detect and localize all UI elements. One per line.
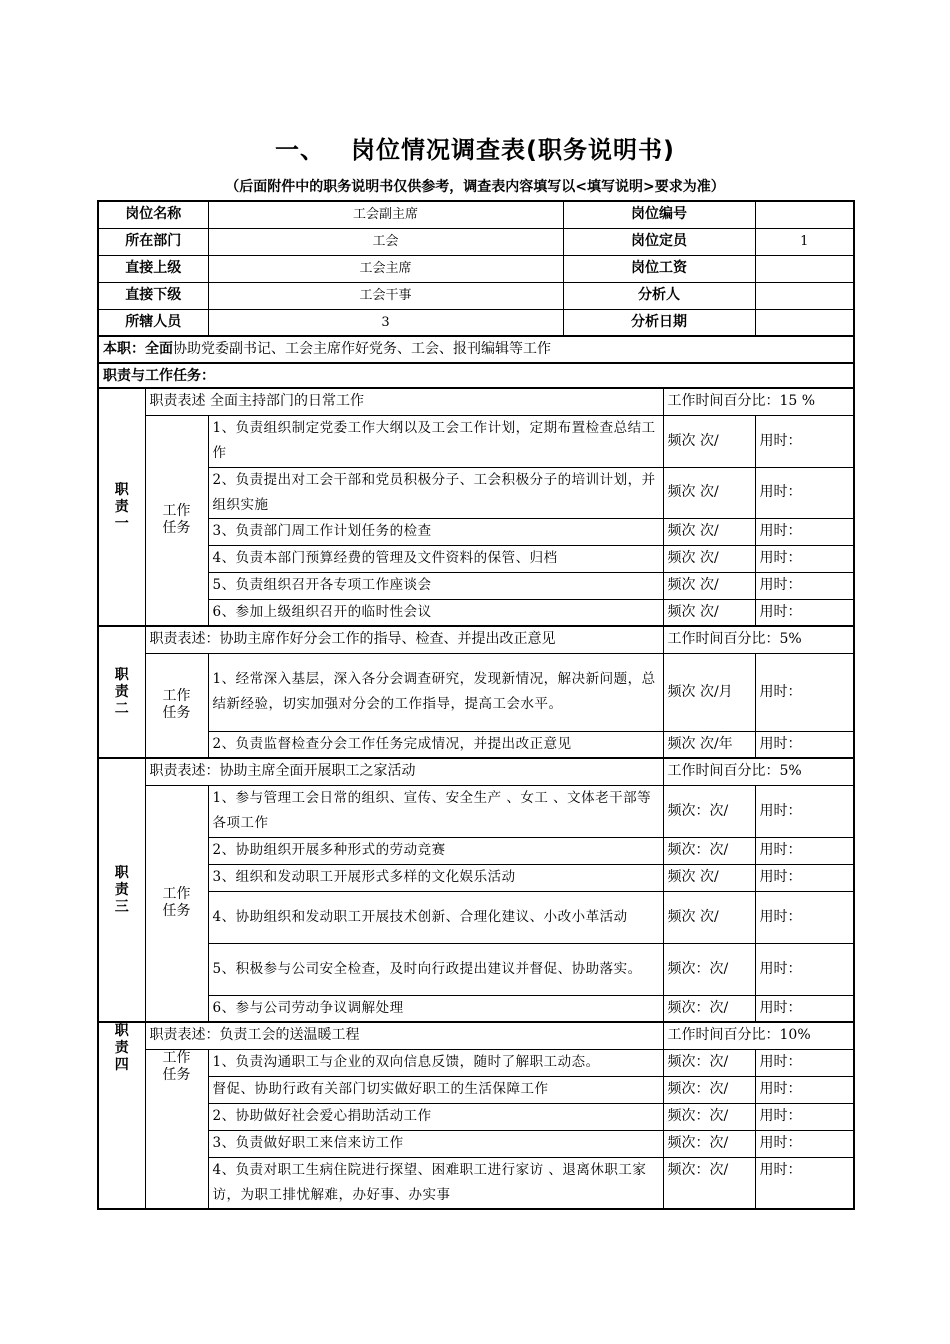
- task-row: [98, 653, 854, 731]
- duty-time-percent: 工作时间百分比：15 %: [663, 388, 854, 415]
- task-frequency: 频次：次/: [663, 785, 755, 837]
- task-frequency: 频次 次/: [663, 415, 755, 467]
- task-row: [98, 943, 854, 995]
- duty-time-percent: 工作时间百分比：5%: [663, 758, 854, 785]
- task-text: 1、负责沟通职工与企业的双向信息反馈，随时了解职工动态。: [208, 1049, 663, 1076]
- duty-name-char: 三: [114, 898, 129, 915]
- task-row: [98, 891, 854, 943]
- task-time-used: 用时：: [755, 995, 854, 1022]
- info-label: 直接上级: [98, 255, 208, 282]
- task-time-used: 用时：: [755, 415, 854, 467]
- duty-time-percent: 工作时间百分比：10%: [663, 1022, 854, 1049]
- duty-name-char: 责: [114, 1040, 129, 1056]
- duty-description: 职责表述 全面主持部门的日常工作: [145, 388, 663, 415]
- task-label-line: 任务: [162, 705, 191, 722]
- duty-desc-row: [98, 1022, 854, 1049]
- task-text: 3、组织和发动职工开展形式多样的文化娱乐活动: [208, 864, 663, 891]
- task-time-used: 用时：: [755, 837, 854, 864]
- task-time-used: 用时：: [755, 572, 854, 599]
- duty-desc-row: [98, 388, 854, 415]
- task-time-used: 用时：: [755, 785, 854, 837]
- task-row: [98, 415, 854, 467]
- task-time-used: 用时：: [755, 943, 854, 995]
- task-time-used: 用时：: [755, 1157, 854, 1209]
- duty-description: 职责表述：协助主席全面开展职工之家活动: [145, 758, 663, 785]
- table-body: [98, 201, 854, 1209]
- task-label-line: 工作: [162, 1049, 191, 1066]
- duty-name: [98, 1022, 145, 1209]
- duty-name-char: 责: [114, 683, 129, 700]
- duty-name-char: 一: [114, 515, 129, 532]
- task-text: 4、负责本部门预算经费的管理及文件资料的保管、归档: [208, 545, 663, 572]
- task-time-used: 用时：: [755, 518, 854, 545]
- task-time-used: 用时：: [755, 599, 854, 626]
- task-time-used: 用时：: [755, 1049, 854, 1076]
- info-value: 3: [208, 309, 563, 336]
- info-label: 所在部门: [98, 228, 208, 255]
- task-frequency: 频次 次/: [663, 545, 755, 572]
- task-time-used: 用时：: [755, 731, 854, 758]
- duty-desc-row: [98, 758, 854, 785]
- task-row: [98, 467, 854, 518]
- task-text: 4、协助组织和发动职工开展技术创新、合理化建议、小改小革活动: [208, 891, 663, 943]
- section-row: [98, 363, 854, 388]
- task-label-line: 工作: [162, 688, 191, 705]
- task-frequency: 频次：次/: [663, 1049, 755, 1076]
- task-label: [145, 785, 208, 1022]
- info-row: [98, 228, 854, 255]
- benzhi-label: 本职：全面: [103, 341, 173, 357]
- task-frequency: 频次：次/: [663, 1076, 755, 1103]
- task-label: [145, 415, 208, 626]
- task-label: [145, 1049, 208, 1209]
- task-frequency: 频次：次/: [663, 1103, 755, 1130]
- info-row: [98, 309, 854, 336]
- task-text: 2、负责提出对工会干部和党员积极分子、工会积极分子的培训计划，并组织实施: [208, 467, 663, 518]
- info-row: [98, 255, 854, 282]
- task-frequency: 频次：次/: [663, 943, 755, 995]
- task-text: 1、负责组织制定党委工作大纲以及工会工作计划，定期布置检查总结工作: [208, 415, 663, 467]
- info-value: 1: [755, 228, 854, 255]
- task-frequency: 频次：次/: [663, 1157, 755, 1209]
- info-value: [755, 282, 854, 309]
- job-survey-table: [97, 200, 855, 1210]
- task-row: [98, 545, 854, 572]
- task-time-used: 用时：: [755, 891, 854, 943]
- task-row: [98, 572, 854, 599]
- duty-name-char: 责: [114, 881, 129, 898]
- task-row: [98, 1076, 854, 1103]
- duty-description: 职责表述：负责工会的送温暖工程: [145, 1022, 663, 1049]
- page-title: [0, 130, 950, 165]
- task-frequency: 频次 次/: [663, 864, 755, 891]
- task-label: [145, 653, 208, 758]
- page-subtitle: （后面附件中的职务说明书仅供参考，调查表内容填写以<填写说明>要求为准）: [225, 179, 725, 195]
- task-row: [98, 518, 854, 545]
- task-time-used: 用时：: [755, 864, 854, 891]
- duty-desc-row: [98, 626, 854, 653]
- task-text: 6、参与公司劳动争议调解处理: [208, 995, 663, 1022]
- task-text: 3、负责做好职工来信来访工作: [208, 1130, 663, 1157]
- task-row: [98, 731, 854, 758]
- duty-name-char: 职: [114, 864, 129, 881]
- task-time-used: 用时：: [755, 545, 854, 572]
- title-text: 岗位情况调查表(职务说明书): [351, 136, 675, 164]
- task-label-line: 任务: [162, 1066, 191, 1083]
- task-frequency: 频次：次/: [663, 1130, 755, 1157]
- task-label-line: 工作: [162, 503, 191, 520]
- info-label: 所辖人员: [98, 309, 208, 336]
- benzhi-text: 协助党委副书记、工会主席作好党务、工会、报刊编辑等工作: [173, 341, 551, 357]
- task-row: [98, 599, 854, 626]
- info-label: 直接下级: [98, 282, 208, 309]
- task-time-used: 用时：: [755, 1076, 854, 1103]
- info-row: [98, 282, 854, 309]
- info-value: [755, 201, 854, 228]
- task-text: 2、协助做好社会爱心捐助活动工作: [208, 1103, 663, 1130]
- duty-name-char: 四: [114, 1057, 129, 1073]
- task-label-line: 工作: [162, 886, 191, 903]
- task-time-used: 用时：: [755, 1103, 854, 1130]
- task-row: [98, 1049, 854, 1076]
- task-frequency: 频次 次/: [663, 599, 755, 626]
- duty-name-char: 责: [114, 498, 129, 515]
- task-label-line: 任务: [162, 903, 191, 920]
- info-label: 岗位定员: [563, 228, 755, 255]
- task-text: 3、负责部门周工作计划任务的检查: [208, 518, 663, 545]
- task-text: 2、负责监督检查分会工作任务完成情况，并提出改正意见: [208, 731, 663, 758]
- task-row: [98, 785, 854, 837]
- task-text: 督促、协助行政有关部门切实做好职工的生活保障工作: [208, 1076, 663, 1103]
- section-label: 职责与工作任务：: [98, 363, 854, 388]
- info-label: 分析人: [563, 282, 755, 309]
- duty-name: [98, 626, 145, 758]
- task-text: 1、参与管理工会日常的组织、宣传、安全生产 、女工 、文体老干部等各项工作: [208, 785, 663, 837]
- benzhi-row: [98, 336, 854, 363]
- duty-name-char: 职: [114, 481, 129, 498]
- info-label: 岗位编号: [563, 201, 755, 228]
- duty-name-char: 职: [114, 666, 129, 683]
- info-label: 分析日期: [563, 309, 755, 336]
- task-text: 4、负责对职工生病住院进行探望、困难职工进行家访 、退离休职工家访，为职工排忧解难，办好事、办实事: [208, 1157, 663, 1209]
- duty-name-char: 职: [114, 1023, 129, 1039]
- duty-name: [98, 758, 145, 1022]
- task-text: 6、参加上级组织召开的临时性会议: [208, 599, 663, 626]
- task-time-used: 用时：: [755, 1130, 854, 1157]
- benzhi-cell: [98, 336, 854, 363]
- info-value: [755, 255, 854, 282]
- info-value: 工会副主席: [208, 201, 563, 228]
- task-text: 1、经常深入基层，深入各分会调查研究，发现新情况，解决新问题，总结新经验，切实加强对分会的工作指导，提高工会水平。: [208, 653, 663, 731]
- info-value: [755, 309, 854, 336]
- info-value: 工会主席: [208, 255, 563, 282]
- task-row: [98, 864, 854, 891]
- duty-name-char: 二: [114, 700, 129, 717]
- task-row: [98, 1103, 854, 1130]
- duty-time-percent: 工作时间百分比：5%: [663, 626, 854, 653]
- task-row: [98, 1130, 854, 1157]
- task-text: 5、负责组织召开各专项工作座谈会: [208, 572, 663, 599]
- task-frequency: 频次 次/: [663, 467, 755, 518]
- task-frequency: 频次 次/年: [663, 731, 755, 758]
- info-label: 岗位工资: [563, 255, 755, 282]
- task-label-line: 任务: [162, 520, 191, 537]
- task-text: 2、协助组织开展多种形式的劳动竞赛: [208, 837, 663, 864]
- task-text: 5、积极参与公司安全检查，及时向行政提出建议并督促、协助落实。: [208, 943, 663, 995]
- info-value: 工会: [208, 228, 563, 255]
- task-frequency: 频次：次/: [663, 837, 755, 864]
- task-frequency: 频次：次/: [663, 995, 755, 1022]
- task-row: [98, 837, 854, 864]
- task-frequency: 频次 次/: [663, 572, 755, 599]
- task-row: [98, 995, 854, 1022]
- duty-description: 职责表述：协助主席作好分会工作的指导、检查、并提出改正意见: [145, 626, 663, 653]
- info-row: [98, 201, 854, 228]
- task-frequency: 频次 次/: [663, 891, 755, 943]
- info-value: 工会干事: [208, 282, 563, 309]
- task-time-used: 用时：: [755, 467, 854, 518]
- task-row: [98, 1157, 854, 1209]
- task-frequency: 频次 次/月: [663, 653, 755, 731]
- task-time-used: 用时：: [755, 653, 854, 731]
- info-label: 岗位名称: [98, 201, 208, 228]
- task-frequency: 频次 次/: [663, 518, 755, 545]
- title-number: 一、: [275, 136, 326, 164]
- duty-name: [98, 388, 145, 626]
